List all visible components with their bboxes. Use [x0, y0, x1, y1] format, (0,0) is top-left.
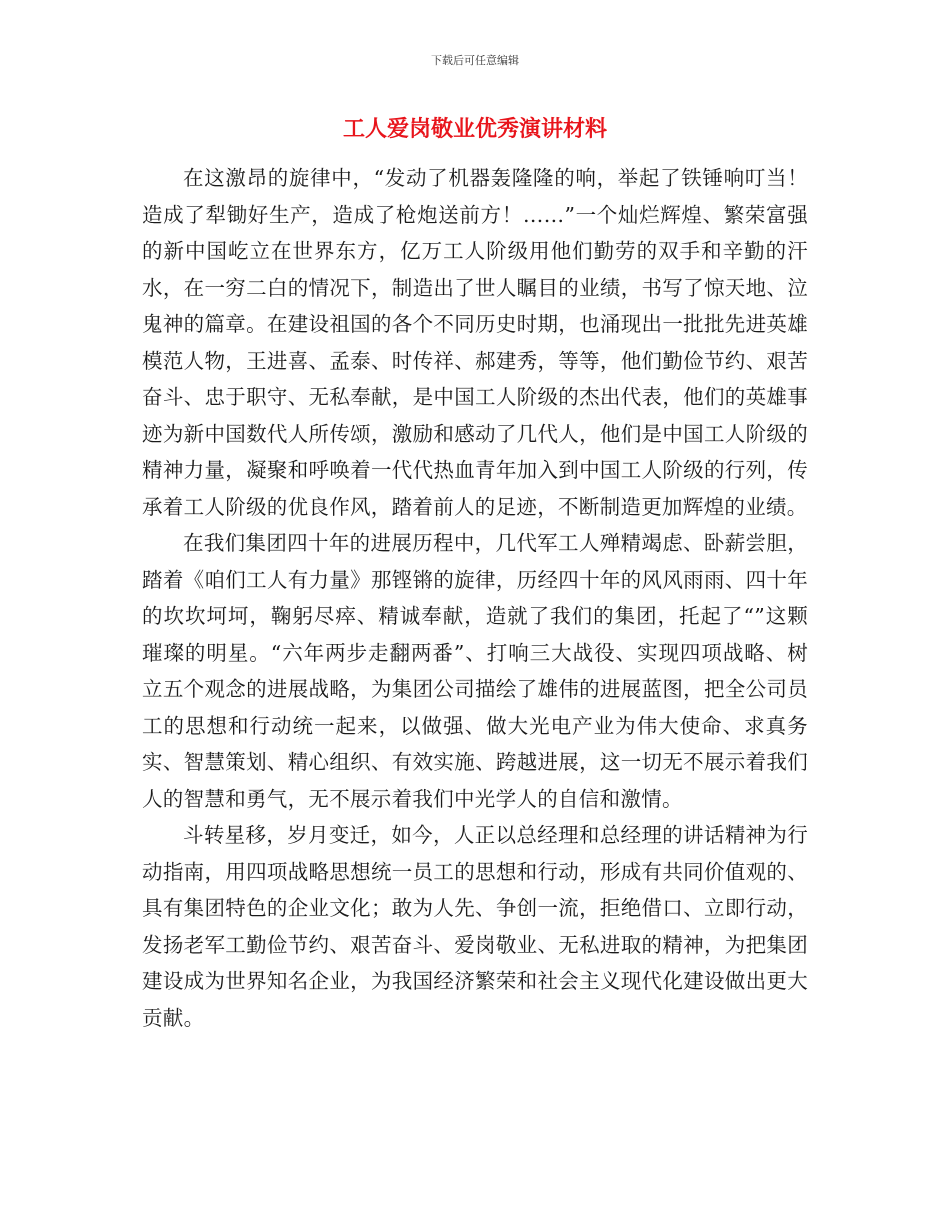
- paragraph-3: 斗转星移，岁月变迁，如今，人正以总经理和总经理的讲话精神为行动指南，用四项战略思想统一员工的思想和行动，形成有共同价值观的、具有集团特色的企业文化；敢为人先、争创一流，拒绝借口、立即行动，发扬老军工勤俭节约、艰苦奋斗、爱岗敬业、无私进取的精神，为把集团建设成为世界知名企业，为我国经济繁荣和社会主义现代化建设做出更大贡献。: [142, 823, 808, 1030]
- paragraph-1: 在这激昂的旋律中，“发动了机器轰隆隆的响，举起了铁锤响叮当！造成了犁锄好生产，造成了枪炮送前方！……”一个灿烂辉煌、繁荣富强的新中国屹立在世界东方，亿万工人阶级用他们勤劳的双手和辛勤的汗水，在一穷二白的情况下，制造出了世人瞩目的业绩，书写了惊天地、泣鬼神的篇章。在建设祖国的各个不同历史时期，也涌现出一批批先进英雄模范人物，王进喜、孟泰、时传祥、郝建秀，等等，他们勤俭节约、艰苦奋斗、忠于职守、无私奉献，是中国工人阶级的杰出代表，他们的英雄事迹为新中国数代人所传颂，激励和感动了几代人，他们是中国工人阶级的精神力量，凝聚和呼唤着一代代热血青年加入到中国工人阶级的行列，传承着工人阶级的优良作风，踏着前人的足迹，不断制造更加辉煌的业绩。: [142, 166, 808, 519]
- document-body: [142, 160, 808, 1036]
- header-note: 下载后可任意编辑: [431, 54, 519, 67]
- paragraph-2: 在我们集团四十年的进展历程中，几代军工人殚精竭虑、卧薪尝胆，踏着《咱们工人有力量》那铿锵的旋律，历经四十年的风风雨雨、四十年的坎坎坷坷，鞠躬尽瘁、精诚奉献，造就了我们的集团，托起了“”这颗璀璨的明星。“六年两步走翻两番”、打响三大战役、实现四项战略、树立五个观念的进展战略，为集团公司描绘了雄伟的进展蓝图，把全公司员工的思想和行动统一起来，以做强、做大光电产业为伟大使命、求真务实、智慧策划、精心组织、有效实施、跨越进展，这一切无不展示着我们人的智慧和勇气，无不展示着我们中光学人的自信和激情。: [142, 531, 808, 811]
- document-title: 工人爱岗敬业优秀演讲材料: [342, 117, 607, 142]
